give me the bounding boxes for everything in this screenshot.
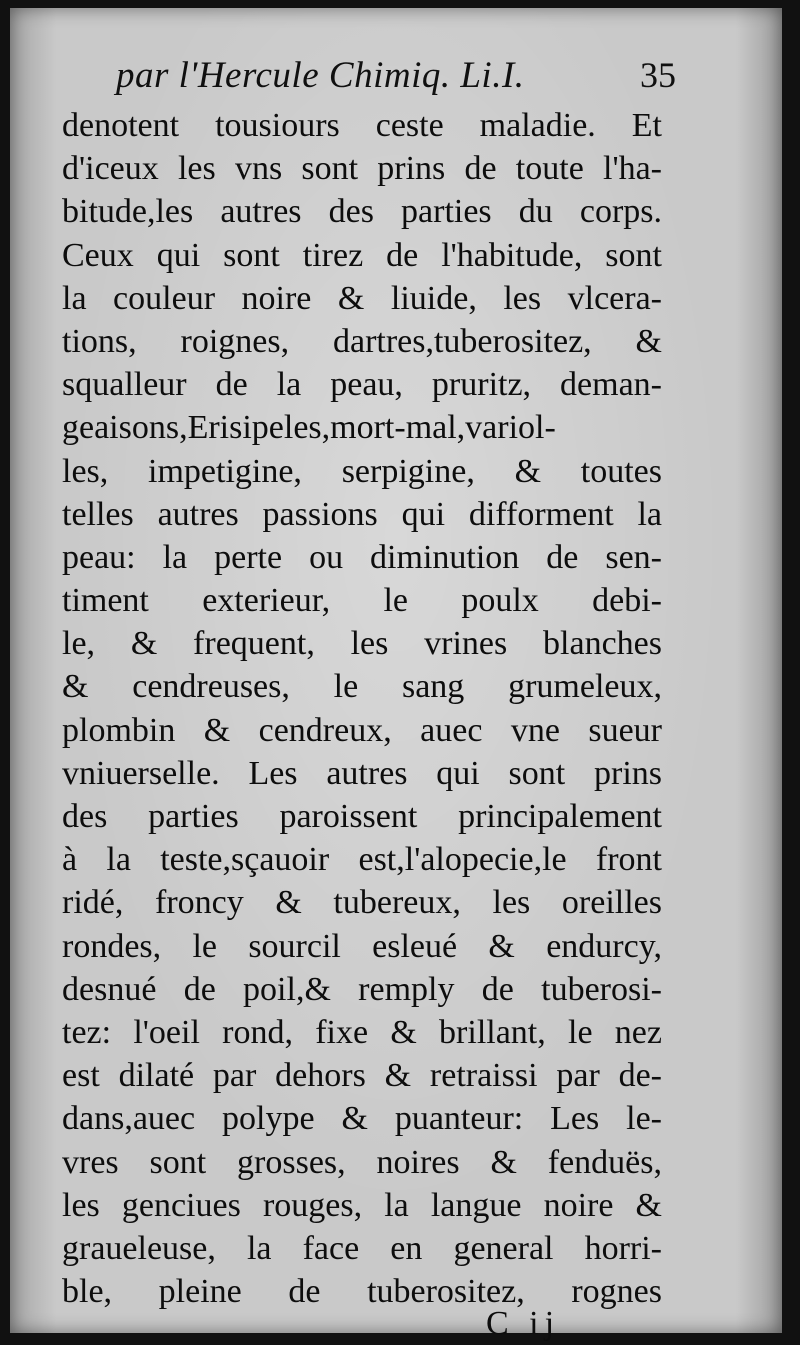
text-line: des parties paroissent principalement: [62, 798, 662, 835]
page-number: 35: [640, 55, 676, 95]
text-line: geaisons,Erisipeles,mort-mal,variol-: [62, 409, 556, 447]
text-line: tions, roignes, dartres,tuberositez, &: [62, 322, 662, 360]
text-line: squalleur de la peau, pruritz, deman-: [62, 366, 662, 404]
page-header: [116, 54, 676, 97]
text-line: les genciues rouges, la langue noire &: [62, 1186, 662, 1224]
signature-mark: C ij: [486, 1305, 561, 1342]
text-line: peau: la perte ou diminution de sen-: [62, 538, 662, 576]
text-line: bitude,les autres des parties du corps.: [62, 193, 662, 231]
text-line: à la teste,sçauoir est,l'alopecie,le front: [62, 841, 662, 879]
text-line: ridé, froncy & tubereux, les oreilles: [62, 884, 662, 922]
running-head: par l'Hercule Chimiq. Li.I.: [116, 55, 525, 96]
text-line: tez: l'oeil rond, fixe & brillant, le nez: [62, 1013, 662, 1051]
text-line: les, impetigine, serpigine, & toutes: [62, 452, 662, 490]
text-line: la couleur noire & liuide, les vlcera-: [62, 279, 662, 317]
book-page: [10, 8, 782, 1342]
text-line: telles autres passions qui difforment la: [62, 495, 662, 533]
text-line: & cendreuses, le sang grumeleux,: [62, 668, 662, 706]
text-line: ble, pleine de tuberositez, rognes: [62, 1273, 662, 1311]
text-line: d'iceux les vns sont prins de toute l'ha-: [62, 150, 662, 188]
text-line: graueleuse, la face en general horri-: [62, 1229, 662, 1267]
text-line: rondes, le sourcil esleué & endurcy,: [62, 927, 662, 965]
text-line: vres sont grosses, noires & fenduës,: [62, 1143, 662, 1181]
text-line: denotent tousiours ceste maladie. Et: [62, 107, 662, 144]
text-line: le, & frequent, les vrines blanches: [62, 625, 662, 663]
text-line: vniuerselle. Les autres qui sont prins: [62, 754, 662, 792]
text-line: timent exterieur, le poulx debi-: [62, 582, 662, 620]
text-line: plombin & cendreux, auec vne sueur: [62, 711, 662, 749]
text-line: Ceux qui sont tirez de l'habitude, sont: [62, 236, 662, 274]
text-line: dans,auec polype & puanteur: Les le-: [62, 1100, 662, 1138]
text-line: est dilaté par dehors & retraissi par de-: [62, 1057, 662, 1095]
text-line: desnué de poil,& remply de tuberosi-: [62, 970, 662, 1008]
body-text: [62, 104, 662, 1313]
